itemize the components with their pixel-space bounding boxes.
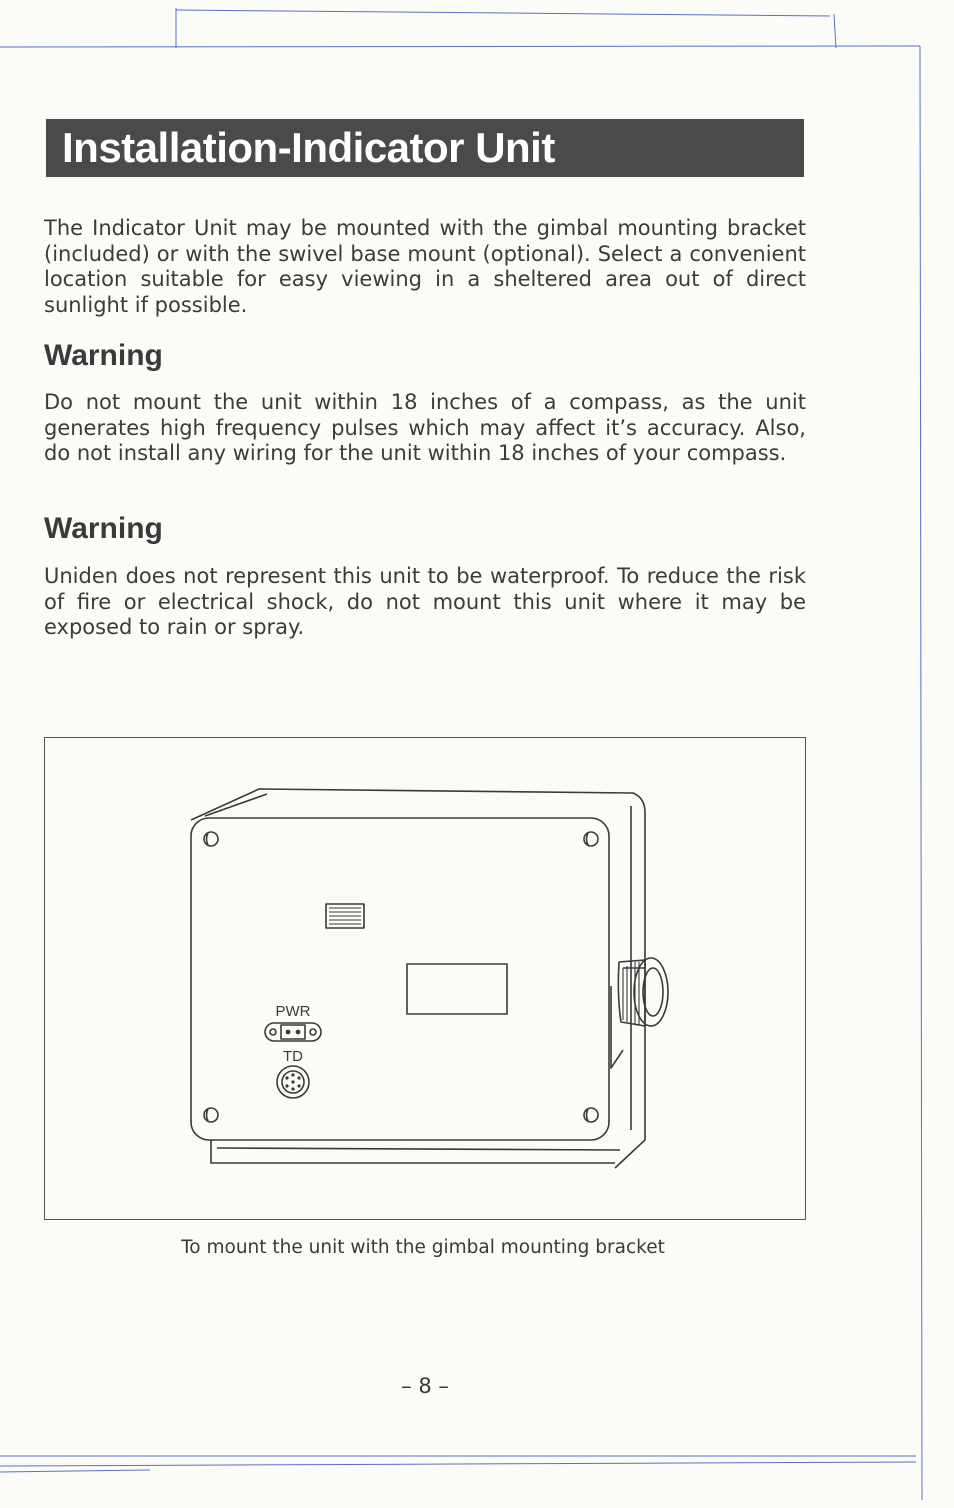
figure-frame <box>44 737 806 1220</box>
intro-paragraph: The Indicator Unit may be mounted with the gimbal mounting bracket (included) or with the swivel base mount (optional). Select a convenient location suitable for easy viewing in a sheltered area out of direct sunlight if possible. <box>44 216 806 317</box>
indicator-unit-illustration <box>45 738 805 1219</box>
page-title-bar <box>46 119 804 177</box>
warning-heading-2: Warning <box>44 512 163 545</box>
warning-text-1: Do not mount the unit within 18 inches of a compass, as the unit generates high frequency pulses which may affect it’s accuracy. Also, do not install any wiring for the unit within 18 inches of your compass. <box>44 390 806 465</box>
td-label: TD <box>283 1048 303 1065</box>
page-number: – 8 – <box>401 1374 449 1398</box>
pwr-label: PWR <box>275 1003 311 1020</box>
page-title: Installation-Indicator Unit <box>62 124 555 171</box>
warning-text-2: Uniden does not represent this unit to be waterproof. To reduce the risk of fire or electrical shock, do not mount this unit where it may be exposed to rain or spray. <box>44 564 806 639</box>
warning-heading-1: Warning <box>44 339 163 372</box>
figure-caption: To mount the unit with the gimbal mounting bracket <box>181 1237 665 1258</box>
